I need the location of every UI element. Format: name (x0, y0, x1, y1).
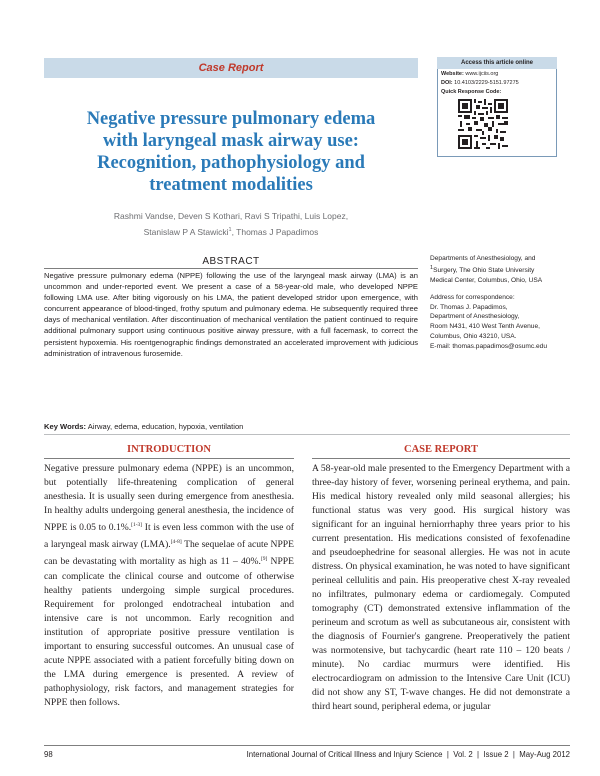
page-number: 98 (44, 750, 53, 759)
abstract-heading: ABSTRACT (202, 256, 260, 267)
correspondence-label: Address for correspondence: (430, 294, 515, 301)
website-link[interactable]: www.ijciis.org (465, 71, 499, 77)
introduction-body (44, 462, 294, 710)
author-list (44, 209, 418, 239)
access-box-heading: Access this article online (437, 57, 557, 69)
introduction-heading: INTRODUCTION (126, 444, 211, 455)
correspondence-line-4: Columbus, Ohio 43210, USA. (430, 332, 517, 340)
footer-divider (44, 745, 570, 746)
affiliation-text: Surgery, The Ohio State University (433, 266, 535, 274)
title-line-4: treatment modalities (149, 175, 313, 195)
intro-text: Negative pressure pulmonary edema (NPPE) is an uncommon, but potentially life-threatening complication of general anesthesia. It is usually seen during emergence from anesthesia. In healthy adults undergoing general anesthesia, the incidence of NPPE is 0.05 to 0.1%. (44, 463, 294, 534)
affiliation-marker: 1 (430, 264, 434, 271)
title-line-1: Negative pressure pulmonary edema (86, 109, 376, 129)
doi-line (441, 80, 519, 86)
correspondence-line-3: Room N431, 410 West Tenth Avenue, (430, 323, 540, 331)
author-name: , Thomas J Papadimos (231, 226, 319, 237)
website-label: Website: (441, 71, 464, 77)
intro-text: The sequelae of acute NPPE can be devastating with mortality as high as 11 – 40%. (44, 539, 294, 568)
case-report-body: A 58-year-old male presented to the Emergency Department with a three-day history of fever, worsening perineal erythema, and pain. His medical history revealed only mild seasonal allergies; his functional status was very good. His surgical history was significant for an inguinal herniorrhaphy three years prior to his current presentation. His medications consisted of fexofenadine and pseudoephedrine for seasonal allergies. He was not in acute distress. On physical examination, he was noted to have significant perineal cellulitis and pain. His preoperative chest X-ray revealed no infiltrates, pulmonary edema or cardiomegaly. Computed tomography (CT) demonstrated extensive inflammation of the perineum and scrotum as well as subcutaneous air, consistent with the diagnosis of Fournier's gangrene. Preoperatively the patient was normotensive, but tachycardic (heart rate 110 – 120 beats / minute). No cardiac murmurs were identified. His electrocardiogram on admission to the Intensive Care Unit (ICU) did not show any ST, T-wave changes. He did not demonstrate a third heart sound, peripheral edema, or jugular (312, 463, 570, 712)
article-title (44, 108, 418, 196)
citation: [9] (260, 556, 268, 563)
journal-name: International Journal of Critical Illness and Injury Science (246, 750, 443, 759)
separator: | (477, 750, 480, 759)
journal-info (247, 750, 570, 759)
citation: [4-8] (170, 539, 182, 546)
case-report-divider (312, 458, 570, 459)
authors-line-2 (44, 223, 418, 239)
author-name: Stanislaw P A Stawicki (143, 226, 229, 237)
abstract-body: Negative pressure pulmonary edema (NPPE) following the use of the laryngeal mask airway (LMA) is an uncommon and under-reported event. We present a case of a 58-year-old male, who developed NPPE following LMA use. After biting vigorously on his LMA, the patient developed stridor upon emergence, with concurrent appearance of blood-tinged, frothy sputum and pulmonary edema. He subsequently required three days of mechanical ventilation. After discontinuation of mechanical ventilation the patient continued to require additional pulmonary support using continuous positive airway pressure, with a full facemask, to correct the persistent hypoxemia. His roentgenographic findings demonstrated an accelerated improvement with judicious administration of intravenous furosemide. (44, 271, 418, 358)
affiliation-line-3: Medical Center, Columbus, Ohio, USA (430, 276, 543, 284)
correspondence-block (430, 293, 570, 351)
separator: | (446, 750, 449, 759)
qr-code-icon[interactable] (458, 99, 508, 149)
affiliation-block (430, 254, 570, 285)
qr-label: Quick Response Code: (441, 89, 502, 95)
introduction-divider (44, 458, 294, 459)
affiliation-line-1: Departments of Anesthesiology, and (430, 255, 536, 262)
affiliation-line-2 (430, 264, 570, 276)
correspondence-line-2: Department of Anesthesiology, (430, 313, 520, 321)
case-report-heading: CASE REPORT (403, 444, 479, 455)
intro-text: NPPE can complicate the clinical course and outcome of otherwise healthy patients undergoing simple surgical procedures. Requirement for prolonged endotracheal intubation and intensive care is not uncommon. Early recognition and institution of appropriate positive pressure ventilation is important to ensuring successful outcomes. An unusual case of acute NPPE associated with a patient forcefully biting down on the LMA during emergence is presented. A review of pathophysiology, risk factors, and management strategies for NPPE then follows. (44, 556, 294, 708)
section-divider (44, 434, 570, 435)
volume: Vol. 2 (453, 750, 473, 759)
page-footer (44, 750, 570, 766)
correspondence-email[interactable]: E-mail: thomas.papadimos@osumc.edu (430, 342, 548, 350)
keywords-label: Key Words: (44, 422, 87, 431)
doi-label: DOI: (441, 80, 453, 86)
doi-value[interactable]: 10.4103/2229-5151.97275 (454, 80, 519, 86)
keywords (44, 422, 418, 431)
title-line-2: with laryngeal mask airway use: (103, 131, 359, 151)
section-label: Case Report (198, 62, 264, 74)
issue-date: May-Aug 2012 (519, 750, 570, 759)
separator: | (512, 750, 515, 759)
authors-line-1: Rashmi Vandse, Deven S Kothari, Ravi S Tripathi, Luis Lopez, (113, 211, 349, 221)
affiliation-marker: 1 (228, 227, 232, 233)
intro-text: It is even less common with the use of a laryngeal mask airway (LMA). (44, 522, 294, 551)
abstract-divider (44, 268, 418, 269)
title-line-3: Recognition, pathophysiology and (97, 153, 365, 173)
issue: Issue 2 (483, 750, 509, 759)
correspondence-line-1: Dr. Thomas J. Papadimos, (430, 303, 508, 311)
keywords-list: Airway, edema, education, hypoxia, ventilation (87, 422, 244, 431)
website-line (441, 71, 498, 77)
citation: [1-3] (131, 522, 143, 528)
